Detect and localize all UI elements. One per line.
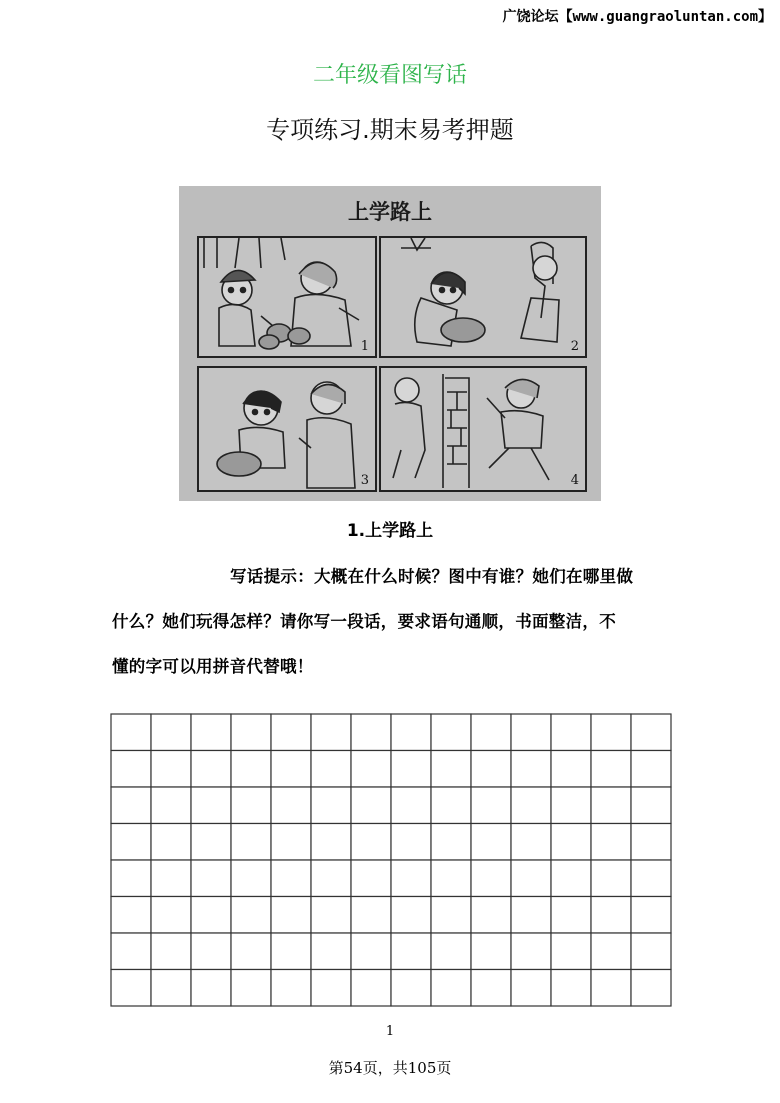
grid-cell[interactable] [351,933,391,970]
grid-cell[interactable] [311,860,351,897]
grid-cell[interactable] [271,714,311,751]
grid-cell[interactable] [111,860,151,897]
grid-cell[interactable] [591,714,631,751]
grid-cell[interactable] [631,933,671,970]
grid-cell[interactable] [311,970,351,1007]
grid-cell[interactable] [471,897,511,934]
grid-cell[interactable] [431,714,471,751]
panel-3-drawing [199,368,375,490]
writing-grid[interactable] [110,713,672,1007]
grid-cell[interactable] [511,714,551,751]
grid-cell[interactable] [351,970,391,1007]
grid-cell[interactable] [591,751,631,788]
page-number: 1 [385,1024,395,1039]
grid-cell[interactable] [631,787,671,824]
grid-cell[interactable] [551,824,591,861]
grid-cell[interactable] [631,714,671,751]
panel-2-drawing [381,238,585,356]
grid-cell[interactable] [191,897,231,934]
grid-cell[interactable] [111,933,151,970]
site-name: 广饶论坛 [502,9,559,25]
panel-number: 1 [360,339,369,354]
grid-cell[interactable] [351,897,391,934]
grid-cell[interactable] [271,897,311,934]
grid-cell[interactable] [311,933,351,970]
grid-cell[interactable] [151,787,191,824]
grid-cell[interactable] [151,714,191,751]
grid-cell[interactable] [271,787,311,824]
grid-cell[interactable] [111,714,151,751]
grid-cell[interactable] [431,970,471,1007]
grid-cell[interactable] [191,933,231,970]
grid-cell[interactable] [511,860,551,897]
grid-cell[interactable] [231,787,271,824]
grid-cell[interactable] [231,933,271,970]
grid-cell[interactable] [311,824,351,861]
exercise-caption: 1.上学路上 [346,521,434,541]
grid-cell[interactable] [191,860,231,897]
grid-cell[interactable] [271,933,311,970]
grid-cell[interactable] [551,897,591,934]
grid-cell[interactable] [351,714,391,751]
grid-cell[interactable] [471,933,511,970]
grid-cell[interactable] [431,897,471,934]
grid-cell[interactable] [631,860,671,897]
grid-cell[interactable] [551,970,591,1007]
grid-cell[interactable] [471,714,511,751]
grid-cell[interactable] [311,897,351,934]
grid-cell[interactable] [431,751,471,788]
grid-cell[interactable] [631,751,671,788]
grid-cell[interactable] [111,970,151,1007]
grid-cell[interactable] [391,714,431,751]
comic-illustration [179,186,601,501]
grid-cell[interactable] [431,933,471,970]
grid-cell[interactable] [231,714,271,751]
grid-cell[interactable] [511,933,551,970]
grid-cell[interactable] [231,897,271,934]
grid-cell[interactable] [471,970,511,1007]
grid-cell[interactable] [591,787,631,824]
grid-cell[interactable] [471,751,511,788]
prompt-line-1: 写话提示：大概在什么时候？图中有谁？她们在哪里做 [230,567,634,586]
panel-1-drawing [199,238,375,356]
grid-cell[interactable] [151,751,191,788]
grid-cell[interactable] [591,897,631,934]
grid-cell[interactable] [311,787,351,824]
grid-cell[interactable] [631,970,671,1007]
grid-cell[interactable] [391,970,431,1007]
grid-cell[interactable] [311,714,351,751]
grid-cell[interactable] [231,860,271,897]
grid-cell[interactable] [271,751,311,788]
grid-cell[interactable] [511,970,551,1007]
grid-cell[interactable] [471,787,511,824]
grid-cell[interactable] [191,970,231,1007]
grid-cell[interactable] [511,787,551,824]
grid-cell[interactable] [151,860,191,897]
grid-cell[interactable] [231,970,271,1007]
grid-cell[interactable] [191,714,231,751]
grid-cell[interactable] [191,787,231,824]
comic-panel-3 [197,366,377,492]
grid-cell[interactable] [471,860,511,897]
grid-cell[interactable] [591,970,631,1007]
grid-cell[interactable] [151,970,191,1007]
grid-cell[interactable] [231,824,271,861]
grid-cell[interactable] [391,751,431,788]
comic-panel-1 [197,236,377,358]
illustration-title: 上学路上 [348,200,432,224]
grid-cell[interactable] [391,897,431,934]
site-url[interactable]: 【www.guangraoluntan.com】 [558,9,772,25]
writing-prompt [112,554,672,689]
comic-panel-4 [379,366,587,492]
grid-cell[interactable] [391,860,431,897]
grid-cell[interactable] [111,787,151,824]
grid-cell[interactable] [391,787,431,824]
grid-cell[interactable] [111,897,151,934]
grid-cell[interactable] [391,824,431,861]
page-counter: 第54页，共105页 [328,1059,452,1077]
grid-cell[interactable] [551,714,591,751]
grid-cell[interactable] [151,897,191,934]
grid-cell[interactable] [351,824,391,861]
grid-cell[interactable] [591,860,631,897]
grid-cell[interactable] [351,751,391,788]
site-header [503,6,772,26]
comic-panel-2 [379,236,587,358]
grid-cell[interactable] [231,751,271,788]
grid-cell[interactable] [551,751,591,788]
grid-cell[interactable] [511,824,551,861]
grid-cell[interactable] [271,824,311,861]
grid-cell[interactable] [551,787,591,824]
prompt-line-2: 什么？她们玩得怎样？请你写一段话，要求语句通顺，书面整洁，不 [112,612,616,631]
grid-cell[interactable] [591,824,631,861]
grid-cell[interactable] [551,933,591,970]
grid-cell[interactable] [511,897,551,934]
grid-cell[interactable] [511,751,551,788]
grid-cell[interactable] [111,824,151,861]
panel-number: 2 [570,339,579,354]
grid-cell[interactable] [631,824,671,861]
prompt-line-3: 懂的字可以用拼音代替哦！ [112,657,314,676]
grid-cell[interactable] [351,860,391,897]
grid-cell[interactable] [591,933,631,970]
grid-cell[interactable] [351,787,391,824]
panel-4-drawing [381,368,585,490]
grid-cell[interactable] [311,751,351,788]
page-title: 二年级看图写话 [312,63,467,88]
panel-number: 4 [570,473,579,488]
grid-cell[interactable] [631,897,671,934]
page-subtitle: 专项练习.期末易考押题 [266,116,514,144]
grid-cell[interactable] [431,787,471,824]
grid-cell[interactable] [191,751,231,788]
grid-cell[interactable] [111,751,151,788]
grid-cell[interactable] [191,824,231,861]
grid-cell[interactable] [271,970,311,1007]
grid-cell[interactable] [551,860,591,897]
grid-cell[interactable] [271,860,311,897]
grid-cell[interactable] [151,933,191,970]
grid-cell[interactable] [151,824,191,861]
grid-cell[interactable] [471,824,511,861]
grid-cell[interactable] [391,933,431,970]
grid-cell[interactable] [431,824,471,861]
grid-cell[interactable] [431,860,471,897]
panel-number: 3 [360,473,369,488]
